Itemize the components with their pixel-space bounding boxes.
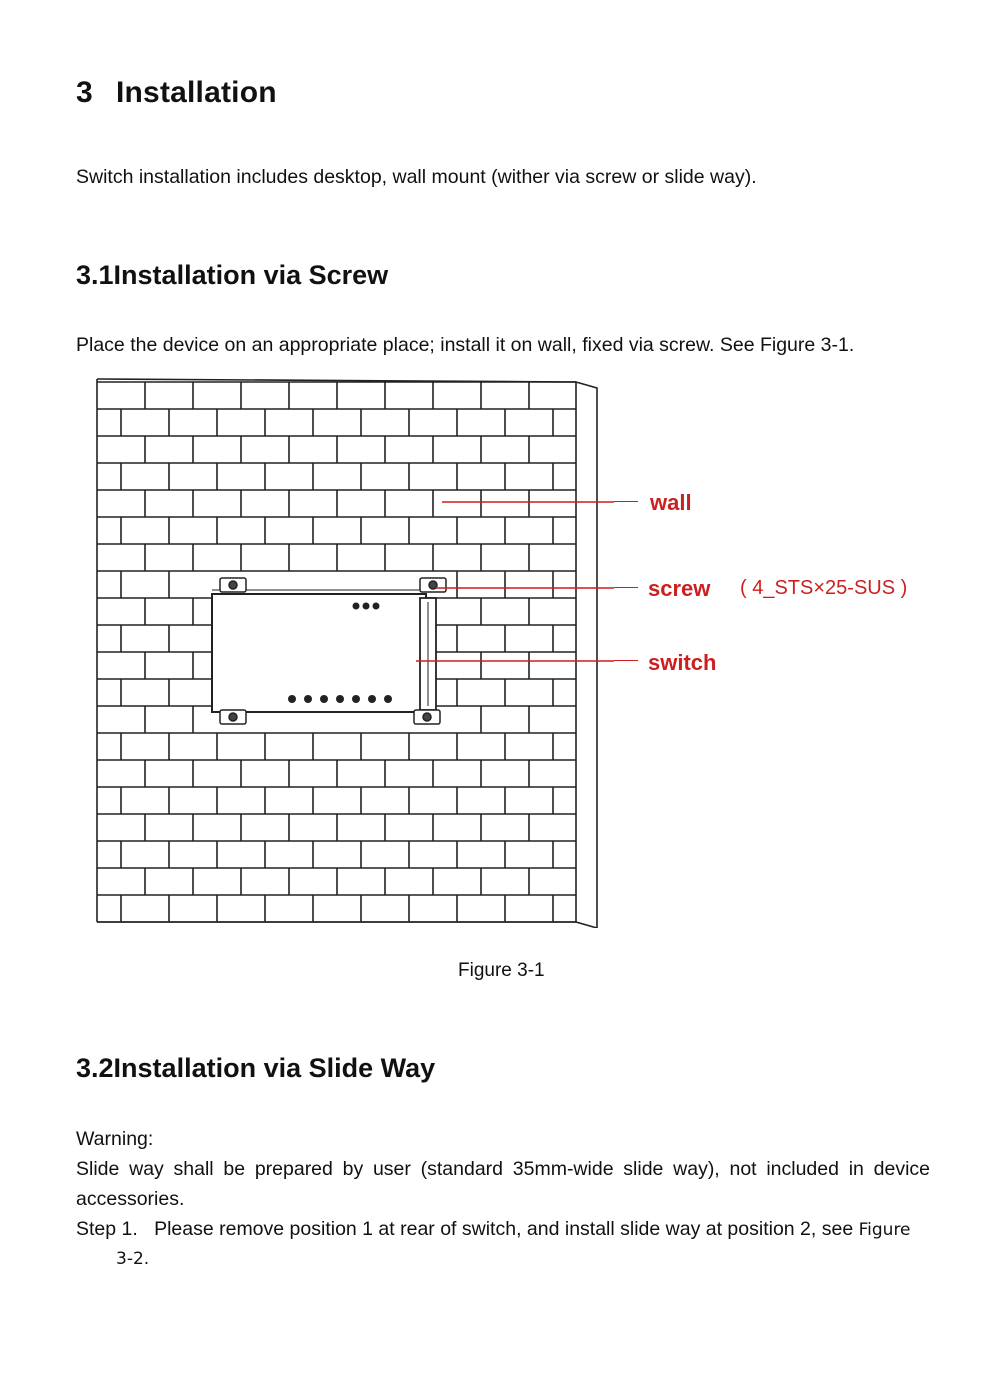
switch-pointer-tail — [614, 660, 638, 661]
wall-pointer-tail — [614, 501, 638, 502]
wall-side-edge — [576, 382, 597, 928]
subsection-number: 3.2 — [76, 1053, 114, 1083]
warning-label: Warning: — [76, 1128, 154, 1150]
step-label: Step 1. — [76, 1218, 138, 1240]
figure-reference: Figure — [858, 1220, 911, 1240]
section-intro: Switch installation includes desktop, wall mount (wither via screw or slide way). — [76, 166, 757, 188]
switch-device — [212, 590, 436, 712]
switch-label: switch — [648, 650, 717, 675]
subsection-body-screw: Place the device on an appropriate place; install it on wall, fixed via screw. See Figure 3-1. — [76, 334, 855, 356]
step-text: Please remove position 1 at rear of switch, and install slide way at position 2, see — [154, 1218, 854, 1240]
brick-wall-illustration — [94, 376, 614, 928]
screw-label: screw — [648, 576, 711, 601]
warning-text-line2: accessories. — [76, 1188, 185, 1210]
subsection-title-text: Installation via Slide Way — [113, 1053, 436, 1083]
section-title — [76, 76, 277, 110]
warning-text-line1: Slide way shall be prepared by user (standard 35mm-wide slide way), not included in device — [76, 1158, 930, 1180]
subsection-title-slide-way — [76, 1053, 435, 1084]
step-1 — [76, 1214, 936, 1245]
screw-spec-label: ( 4_STS×25-SUS ) — [740, 577, 908, 599]
step-text-line2: 3-2. — [116, 1249, 150, 1269]
subsection-title-text: Installation via Screw — [113, 260, 389, 290]
subsection-number: 3.1 — [76, 260, 114, 290]
section-number: 3 — [76, 76, 93, 109]
figure-caption: Figure 3-1 — [458, 960, 545, 981]
screw-pointer-tail — [614, 587, 638, 588]
subsection-title-screw — [76, 260, 388, 291]
figure-wall-diagram — [94, 376, 614, 928]
section-title-text: Installation — [116, 76, 277, 109]
wall-label: wall — [650, 490, 692, 515]
